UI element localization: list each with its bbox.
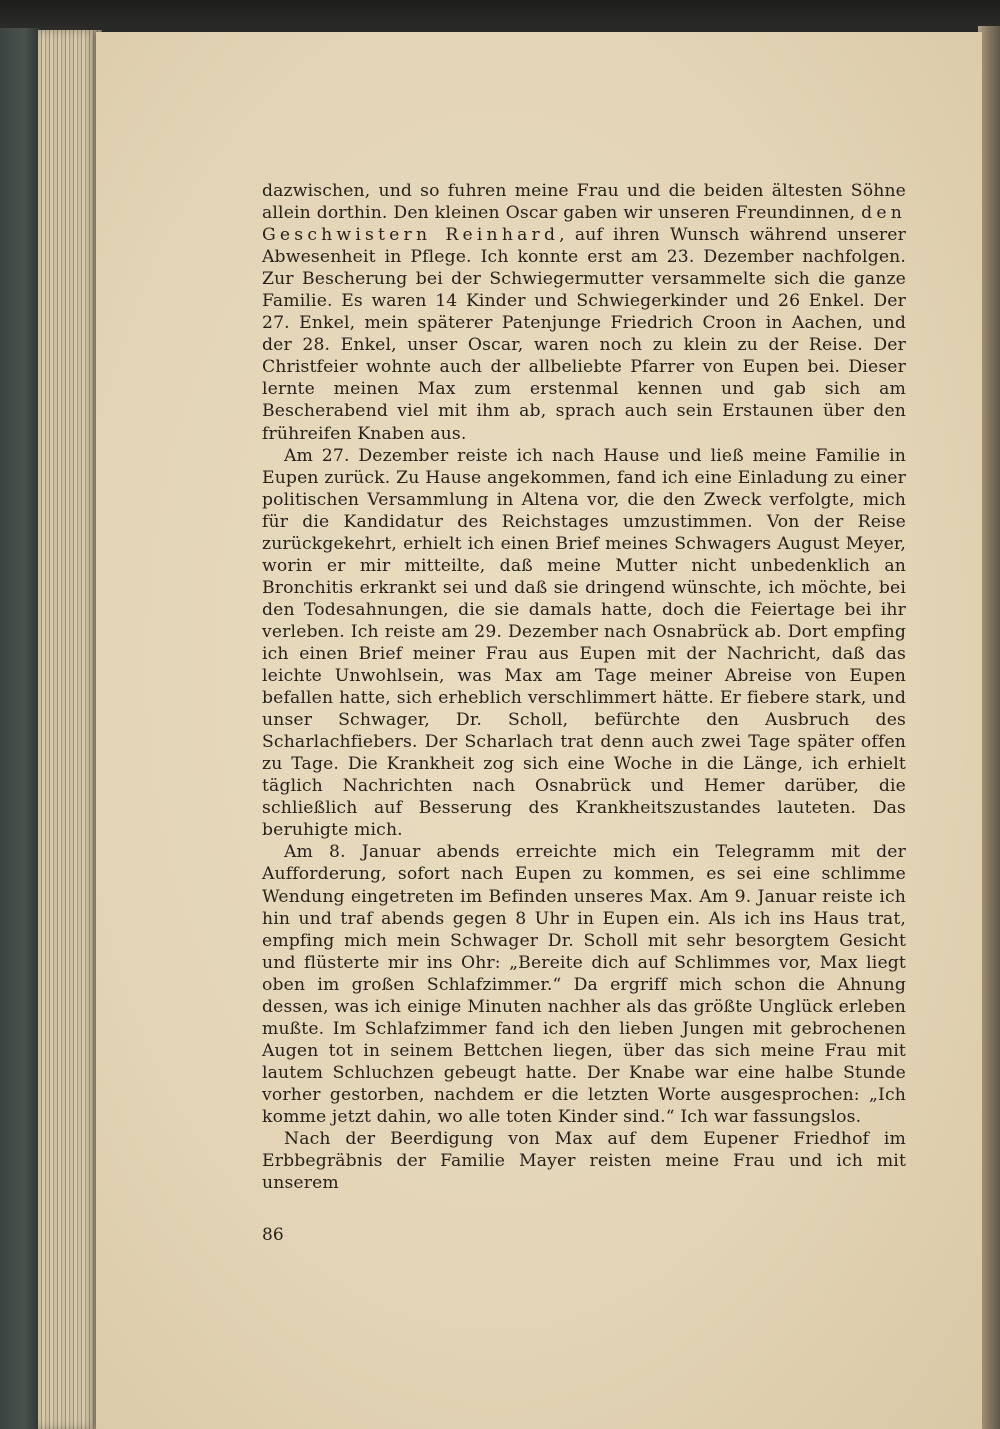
spaced-name-emphasis: den Geschwistern Reinhard (262, 203, 906, 246)
paragraph-3: Am 8. Januar abends erreichte mich ein Telegramm mit der Aufforderung, sofort nach Eupen zu kommen, es sei eine schlimme Wendung eingetreten im Befinden unseres Max. Am 9. Januar reiste ich hin und traf abends gegen 8 Uhr in Eupen ein. Als ich ins Haus trat, empfing mich mein Schwager Dr. Scholl mit sehr besorgtem Gesicht und flüsterte mir ins Ohr: „Bereite dich auf Schlimmes vor, Max liegt oben im großen Schlafzimmer.“ Da ergriff mich schon die Ahnung dessen, was ich einige Minuten nachher als das größte Unglück erleben mußte. Im Schlafzimmer fand ich den lieben Jungen mit gebrochenen Augen tot in seinem Bettchen liegen, über das sich meine Frau mit lautem Schluchzen gebeugt hatte. Der Knabe war eine halbe Stunde vorher gestorben, nachdem er die letzten Worte ausgesprochen: „Ich komme jetzt dahin, wo alle toten Kinder sind.“ Ich war fassungslos. (262, 842, 906, 1127)
book-cover-edge (0, 28, 40, 1429)
paragraph-1-after: , auf ihren Wunsch während unserer Abwesenheit in Pflege. Ich konnte erst am 23. Dezember nachfolgen. Zur Bescherung bei der Schwiegermutter versammelte sich die ganze Familie. Es waren 14 Kinder und Schwiegerkinder und 26 Enkel. Der 27. Enkel, mein späterer Patenjunge Friedrich Croon in Aachen, und der 28. Enkel, unser Oscar, waren noch zu klein zu der Reise. Der Christfeier wohnte auch der allbeliebte Pfarrer von Eupen bei. Dieser lernte meinen Max zum erstenmal kennen und gab sich am Bescherabend viel mit ihm ab, sprach auch sein Erstaunen über den frühreifen Knaben aus. (262, 225, 906, 444)
body-text (262, 180, 906, 1194)
paragraph-4: Nach der Beerdigung von Max auf dem Eupener Friedhof im Erbbegräbnis der Familie Mayer reisten meine Frau und ich mit unserem (262, 1129, 906, 1194)
page-edges (38, 30, 102, 1429)
paragraph-1-before: dazwischen, und so fuhren meine Frau und die beiden ältesten Söhne allein dorthin. Den kleinen Oscar gaben wir unseren Freundinnen, (262, 181, 906, 224)
paragraph-2: Am 27. Dezember reiste ich nach Hause und ließ meine Familie in Eupen zurück. Zu Hause angekommen, fand ich eine Einladung zu einer politischen Versammlung in Altena vor, die den Zweck verfolgte, mich für die Kandidatur des Reichstages umzustimmen. Von der Reise zurückgekehrt, erhielt ich einen Brief meines Schwagers August Meyer, worin er mir mitteilte, daß meine Mutter nicht unbedenklich an Bronchitis erkrankt sei und daß sie dringend wünschte, ich möchte, bei den Todesahnungen, die sie damals hatte, doch die Feiertage bei ihr verleben. Ich reiste am 29. Dezember nach Osnabrück ab. Dort empfing ich einen Brief meiner Frau aus Eupen mit der Nachricht, daß das leichte Unwohlsein, was Max am Tage meiner Abreise von Eupen befallen hatte, sich erheblich verschlimmert hätte. Er fiebere stark, und unser Schwager, Dr. Scholl, befürchte den Ausbruch des Scharlachfiebers. Der Scharlach trat denn auch zwei Tage später offen zu Tage. Die Krankheit zog sich eine Woche in die Länge, ich erhielt täglich Nachrichten nach Osnabrück und Hemer darüber, die schließlich auf Besserung des Krankheitszustandes lauteten. Das beruhigte mich. (262, 445, 906, 841)
background-top (0, 0, 1000, 30)
page-number: 86 (262, 1225, 284, 1245)
paragraph-1 (262, 180, 906, 445)
